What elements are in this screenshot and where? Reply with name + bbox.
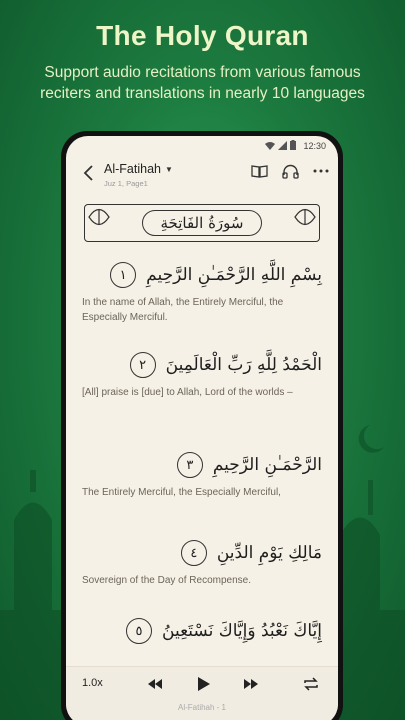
verse-translation: [All] praise is [due] to Allah, Lord of the worlds – bbox=[82, 387, 293, 398]
verse-arabic: مَالِكِ يَوْمِ الدِّينِ bbox=[216, 543, 322, 563]
ornament-left bbox=[86, 202, 112, 232]
quran-page bbox=[66, 198, 338, 658]
audio-player bbox=[66, 666, 338, 720]
verse-number: ١ bbox=[110, 262, 136, 288]
surah-name: Al-Fatihah bbox=[104, 162, 161, 176]
verse-3[interactable] bbox=[82, 452, 322, 500]
verse-arabic: الْحَمْدُ لِلَّهِ رَبِّ الْعَالَمِينَ bbox=[165, 355, 322, 375]
verse-5[interactable] bbox=[82, 618, 322, 644]
verse-2[interactable] bbox=[82, 352, 322, 400]
play-icon[interactable] bbox=[194, 675, 212, 693]
repeat-icon[interactable] bbox=[302, 675, 320, 693]
app-screen bbox=[66, 136, 338, 720]
verse-number: ٤ bbox=[181, 540, 207, 566]
now-playing-label: Al-Fatihah - 1 bbox=[177, 703, 227, 712]
verse-number: ٣ bbox=[177, 452, 203, 478]
status-bar bbox=[66, 136, 338, 156]
verse-1[interactable] bbox=[82, 262, 322, 325]
verse-4[interactable] bbox=[82, 540, 322, 588]
promo-subtitle: Support audio recitations from various famous reciters and translations in nearly 10 languages bbox=[40, 64, 365, 102]
surah-header-title: سُورَةُ الفَاتِحَةِ bbox=[142, 210, 263, 236]
signal-icon bbox=[278, 141, 287, 152]
verse-arabic: الرَّحْمَـٰنِ الرَّحِيمِ bbox=[212, 455, 322, 475]
back-icon bbox=[80, 162, 98, 184]
app-bar bbox=[66, 158, 338, 194]
back-button[interactable] bbox=[80, 162, 98, 184]
more-icon[interactable] bbox=[312, 162, 330, 180]
phone-mockup bbox=[61, 131, 343, 720]
status-icons bbox=[265, 140, 296, 152]
verse-translation: In the name of Allah, the Entirely Merciful, the Especially Merciful. bbox=[82, 297, 284, 323]
verse-translation: Sovereign of the Day of Recompense. bbox=[82, 575, 251, 586]
battery-icon bbox=[290, 140, 296, 152]
appbar-actions bbox=[250, 162, 330, 180]
promo-title: The Holy Quran bbox=[96, 20, 309, 51]
headphones-icon[interactable] bbox=[281, 162, 299, 180]
juz-page-label: Juz 1, Page1 bbox=[104, 179, 148, 188]
surah-header-frame bbox=[84, 204, 320, 242]
verse-arabic: بِسْمِ اللَّهِ الرَّحْمَـٰنِ الرَّحِيمِ bbox=[146, 265, 322, 285]
caret-down-icon: ▼ bbox=[164, 164, 173, 174]
status-time: 12:30 bbox=[303, 141, 326, 151]
surah-selector[interactable] bbox=[104, 162, 173, 176]
ornament-right bbox=[292, 202, 318, 232]
fast-forward-icon[interactable] bbox=[242, 675, 260, 693]
verse-number: ٥ bbox=[126, 618, 152, 644]
verse-translation: The Entirely Merciful, the Especially Merciful, bbox=[82, 487, 281, 498]
wifi-icon bbox=[265, 141, 275, 152]
verse-number: ٢ bbox=[130, 352, 156, 378]
verse-arabic: إِيَّاكَ نَعْبُدُ وَإِيَّاكَ نَسْتَعِينُ bbox=[162, 621, 322, 641]
rewind-icon[interactable] bbox=[146, 675, 164, 693]
book-icon[interactable] bbox=[250, 162, 268, 180]
playback-speed-button[interactable]: 1.0x bbox=[82, 677, 103, 689]
